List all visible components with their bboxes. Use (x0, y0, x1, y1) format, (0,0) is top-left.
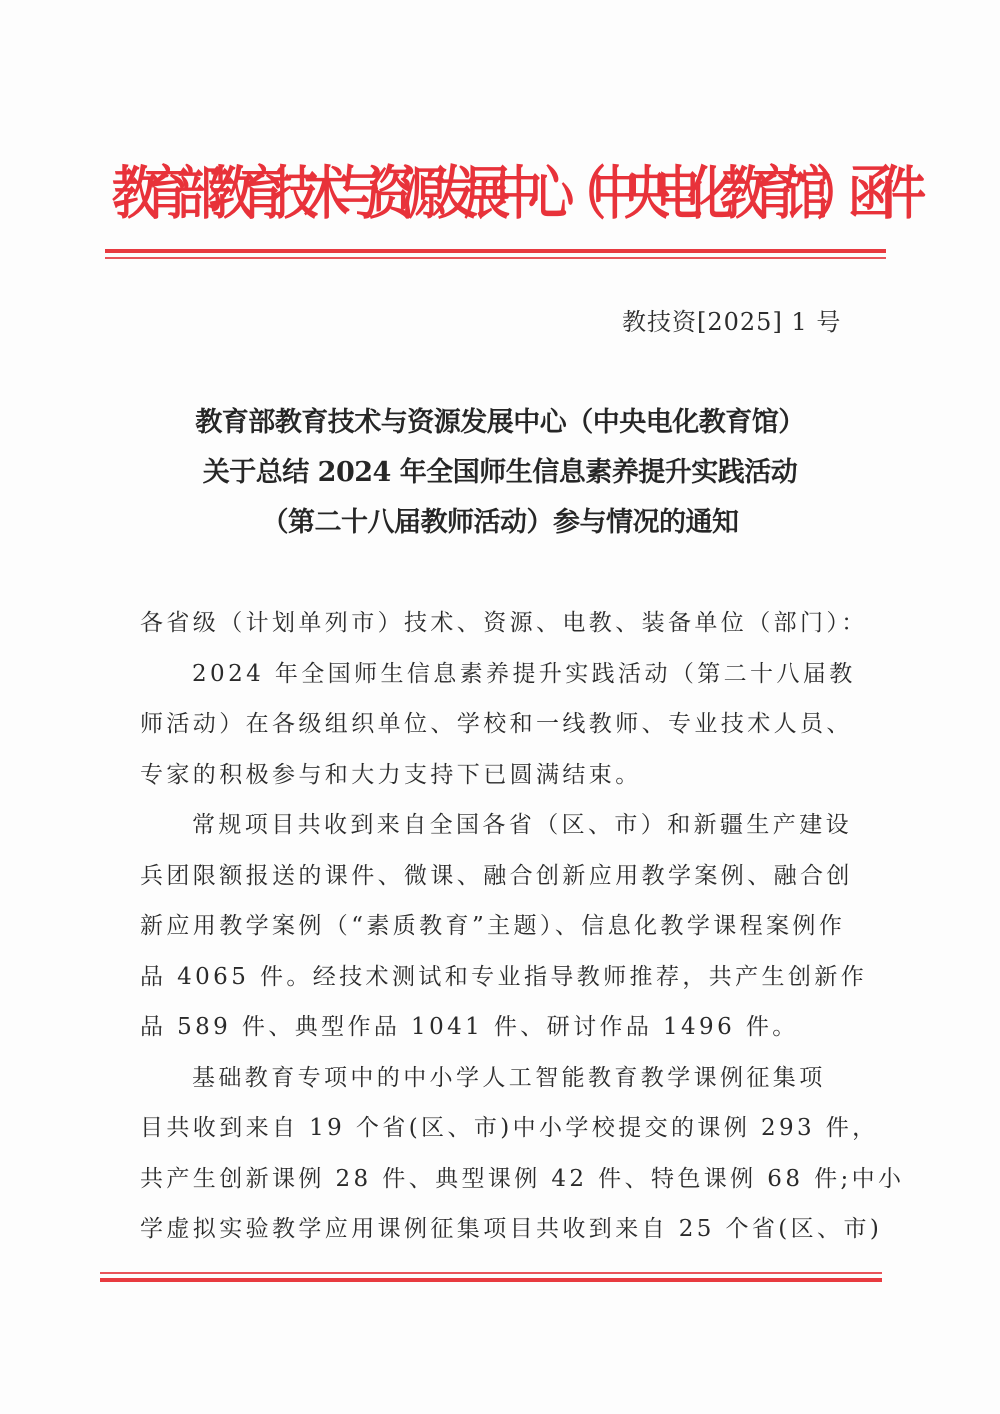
paragraph-2-line: 兵团限额报送的课件、微课、融合创新应用教学案例、融合创 (140, 862, 853, 889)
paragraph-3-line: 基础教育专项中的中小学人工智能教育教学课例征集项 (192, 1064, 826, 1091)
document-title (100, 398, 900, 548)
paragraph-2-line: 品 589 件、典型作品 1041 件、研讨作品 1496 件。 (140, 1014, 799, 1040)
salutation: 各省级（计划单列市）技术、资源、电教、装备单位（部门）： (140, 610, 868, 636)
letterhead-rule-thick (105, 249, 886, 253)
paragraph-3-line: 学虚拟实验教学应用课例征集项目共收到来自 25 个省(区、市) (140, 1216, 883, 1242)
title-line: 关于总结 2024 年全国师生信息素养提升实践活动 (202, 457, 798, 488)
paragraph-2-line: 常规项目共收到来自全国各省（区、市）和新疆生产建设 (192, 812, 852, 838)
paragraph-1-line: 2024 年全国师生信息素养提升实践活动（第二十八届教 (192, 660, 856, 687)
title-line: （第二十八届教师活动）参与情况的通知 (261, 507, 739, 538)
paragraph-3-line: 目共收到来自 19 个省(区、市)中小学校提交的课例 293 件， (140, 1115, 879, 1141)
document-body (140, 598, 905, 1255)
paragraph-1-line: 师活动）在各级组织单位、学校和一线教师、专业技术人员、 (140, 711, 853, 737)
paragraph-2-line: 品 4065 件。经技术测试和专业指导教师推荐，共产生创新作 (140, 963, 868, 990)
paragraph-1-line: 专家的积极参与和大力支持下已圆满结束。 (140, 761, 642, 788)
footer-rule-thin (100, 1272, 882, 1274)
letterhead-title: 教育部教育技术与资源发展中心（中央电化教育馆）函件 (112, 159, 912, 227)
document-number: 教技资[2025] 1 号 (622, 308, 842, 336)
title-line: 教育部教育技术与资源发展中心（中央电化教育馆） (195, 407, 805, 438)
letterhead-rule-thin (105, 257, 886, 259)
paragraph-3-line: 共产生创新课例 28 件、典型课例 42 件、特色课例 68 件;中小 (140, 1165, 905, 1192)
footer-rule-thick (100, 1278, 882, 1282)
paragraph-2-line: 新应用教学案例（“素质教育”主题）、信息化教学课程案例作 (140, 913, 846, 939)
